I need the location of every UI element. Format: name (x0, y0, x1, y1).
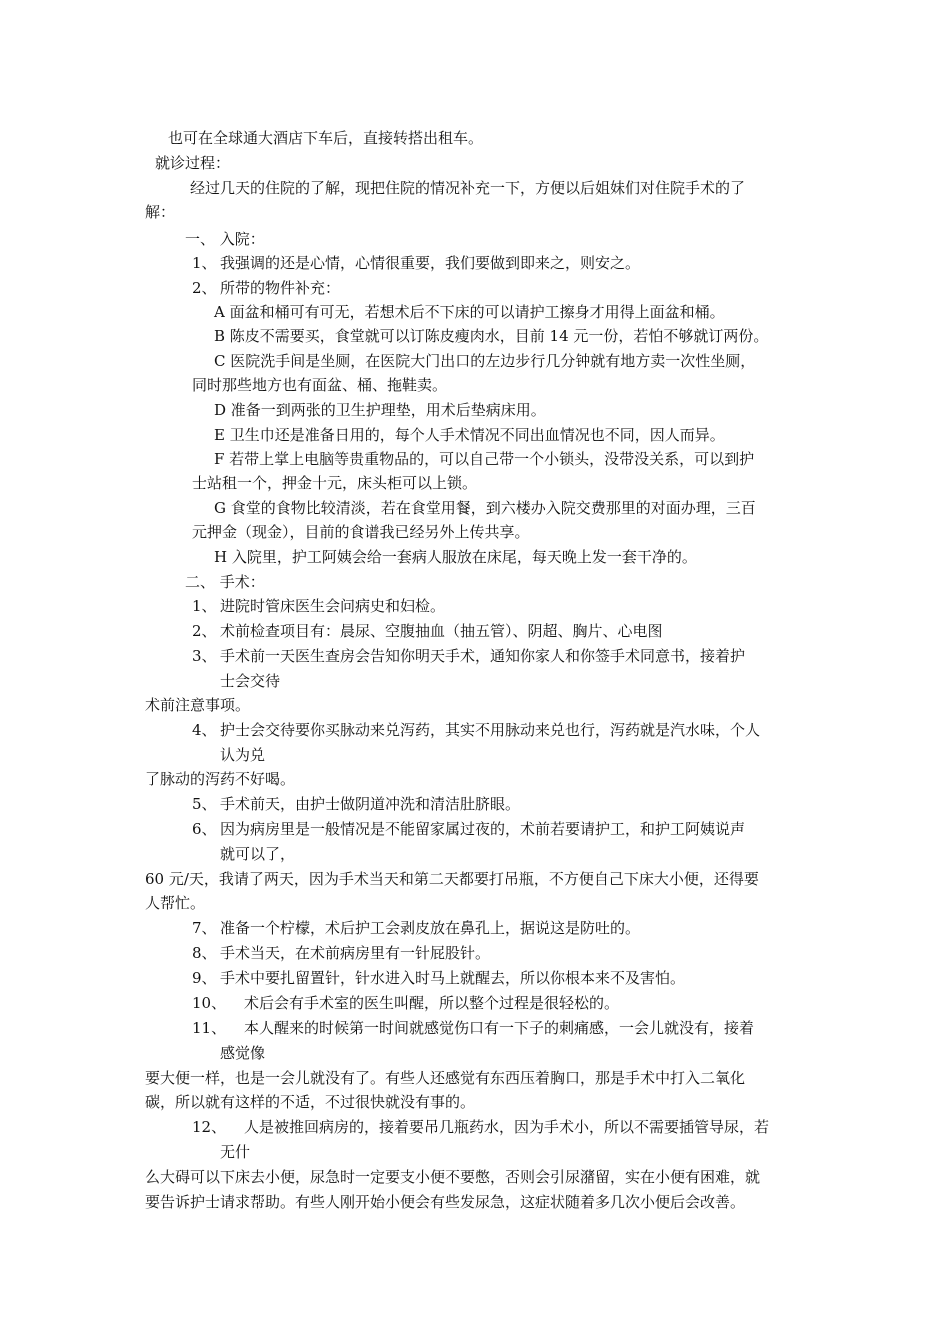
visit-title: 就诊过程： (155, 154, 231, 172)
section2-item-12-cont: 么大碍可以下床去小便，尿急时一定要支小便不要憋，否则会引尿潴留，实在小便有困难，就 (145, 1168, 761, 1186)
item-number: 3、 (192, 647, 217, 665)
sub-item-e: E 卫生巾还是准备日用的，每个人手术情况不同出血情况也不同，因人而异。 (214, 426, 725, 444)
sub-item-h: H 入院里，护工阿姨会给一套病人服放在床尾，每天晚上发一套干净的。 (214, 548, 697, 566)
section2-item-11-wrap: 感觉像 (220, 1044, 266, 1062)
section2-item-10 (192, 993, 619, 1013)
item-number: 2、 (192, 279, 217, 297)
sub-item-c-cont: 同时那些地方也有面盆、桶、拖鞋卖。 (192, 376, 448, 394)
item-number: 10、 (192, 994, 227, 1012)
section2-item-9 (192, 968, 685, 988)
item-text: 术前检查项目有：晨尿、空腹抽血（抽五管）、阴超、胸片、心电图 (220, 622, 663, 640)
section2-item-3-wrap: 士会交待 (220, 672, 281, 690)
intro-line: 也可在全球通大酒店下车后，直接转搭出租车。 (168, 129, 484, 147)
section2-item-12-wrap: 无什 (220, 1143, 251, 1161)
item-number: 11、 (192, 1019, 227, 1037)
item-text: 术后会有手术室的医生叫醒，所以整个过程是很轻松的。 (244, 994, 620, 1012)
item-text: 准备一个柠檬，术后护工会剥皮放在鼻孔上，据说这是防吐的。 (220, 919, 641, 937)
item-number: 6、 (192, 820, 217, 838)
section2-heading: 二、 手术： (185, 573, 265, 591)
section2-item-2 (192, 621, 663, 641)
item-number: 5、 (192, 795, 217, 813)
item-text: 手术中要扎留置针，针水进入时马上就醒去，所以你根本来不及害怕。 (220, 969, 686, 987)
section1-item-1 (192, 253, 640, 273)
sub-item-b: B 陈皮不需要买，食堂就可以订陈皮瘦肉水，目前 14 元一份，若怕不够就订两份。 (214, 327, 769, 345)
section2-item-3 (192, 646, 745, 666)
item-number: 1、 (192, 254, 217, 272)
preface-line-2: 解： (145, 203, 176, 221)
item-text: 进院时管床医生会问病史和妇检。 (220, 597, 446, 615)
section2-item-1 (192, 596, 445, 616)
item-text: 护士会交待要你买脉动来兑泻药，其实不用脉动来兑也行，泻药就是汽水味，个人 (220, 721, 761, 739)
preface-line-1: 经过几天的住院的了解，现把住院的情况补充一下，方便以后姐妹们对住院手术的了 (190, 179, 746, 197)
item-number: 1、 (192, 597, 217, 615)
section2-item-8 (192, 943, 490, 963)
item-text: 因为病房里是一般情况是不能留家属过夜的，术前若要请护工，和护工阿姨说声 (220, 820, 746, 838)
sub-item-f: F 若带上掌上电脑等贵重物品的，可以自己带一个小锁头，没带没关系，可以到护 (214, 450, 755, 468)
section2-item-4-wrap: 认为兑 (220, 746, 266, 764)
section2-item-4 (192, 720, 760, 740)
sub-item-a: A 面盆和桶可有可无，若想术后不下床的可以请护工擦身才用得上面盆和桶。 (214, 303, 725, 321)
item-text: 手术前一天医生查房会告知你明天手术，通知你家人和你签手术同意书，接着护 (220, 647, 746, 665)
item-text: 我强调的还是心情，心情很重要，我们要做到即来之，则安之。 (220, 254, 641, 272)
section2-item-6-cont: 60 元/天，我请了两天，因为手术当天和第二天都要打吊瓶，不方便自己下床大小便，还得要 (145, 870, 759, 888)
section2-item-12-cont-2: 要告诉护士请求帮助。有些人刚开始小便会有些发尿急，这症状随着多几次小便后会改善。 (145, 1193, 746, 1211)
item-text: 手术当天，在术前病房里有一针屁股针。 (220, 944, 491, 962)
section2-item-5 (192, 794, 520, 814)
section2-item-11-cont-2: 碳，所以就有这样的不适，不过很快就没有事的。 (145, 1093, 476, 1111)
section2-item-4-cont: 了脉动的泻药不好喝。 (145, 770, 296, 788)
item-text: 所带的物件补充： (220, 279, 341, 297)
item-number: 12、 (192, 1118, 227, 1136)
section2-item-11-cont: 要大便一样，也是一会儿就没有了。有些人还感觉有东西压着胸口，那是手术中打入二氧化 (145, 1069, 746, 1087)
sub-item-d: D 准备一到两张的卫生护理垫，用术后垫病床用。 (214, 401, 546, 419)
section2-item-6-cont-2: 人帮忙。 (145, 894, 206, 912)
section2-item-6-wrap: 就可以了， (220, 845, 296, 863)
sub-item-f-cont: 士站租一个，押金十元，床头柜可以上锁。 (192, 474, 478, 492)
item-number: 2、 (192, 622, 217, 640)
section2-item-7 (192, 918, 640, 938)
section1-heading: 一、 入院： (185, 230, 265, 248)
item-text: 人是被推回病房的，接着要吊几瓶药水，因为手术小，所以不需要插管导尿，若 (244, 1118, 770, 1136)
section1-item-2 (192, 278, 340, 298)
item-text: 本人醒来的时候第一时间就感觉伤口有一下子的刺痛感，一会儿就没有，接着 (244, 1019, 755, 1037)
item-number: 8、 (192, 944, 217, 962)
item-number: 4、 (192, 721, 217, 739)
item-number: 7、 (192, 919, 217, 937)
section2-item-3-cont: 术前注意事项。 (145, 696, 251, 714)
section2-item-11 (192, 1018, 754, 1038)
item-text: 手术前天，由护士做阴道冲洗和清洁肚脐眼。 (220, 795, 521, 813)
item-number: 9、 (192, 969, 217, 987)
sub-item-g: G 食堂的食物比较清淡，若在食堂用餐，到六楼办入院交费那里的对面办理，三百 (214, 499, 756, 517)
section2-item-12 (192, 1117, 769, 1137)
sub-item-c: C 医院洗手间是坐厕，在医院大门出口的左边步行几分钟就有地方卖一次性坐厕， (214, 352, 756, 370)
section2-item-6 (192, 819, 745, 839)
sub-item-g-cont: 元押金（现金），目前的食谱我已经另外上传共享。 (192, 523, 530, 541)
